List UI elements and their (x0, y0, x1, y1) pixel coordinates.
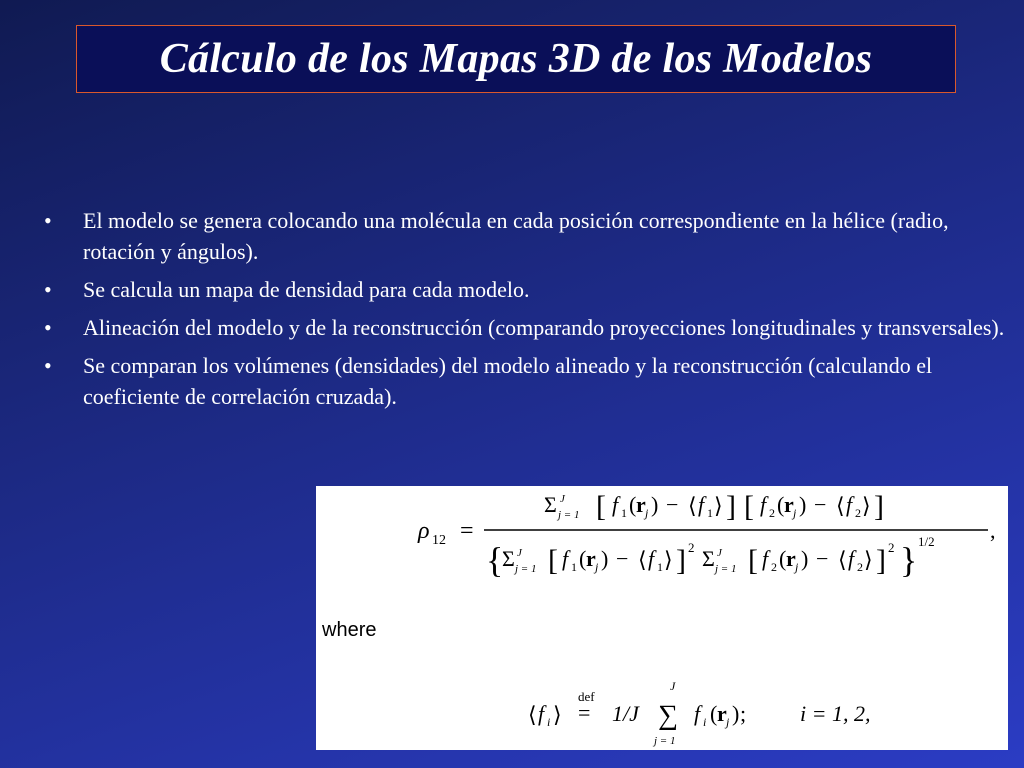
mean-definition (528, 679, 870, 747)
svg-text:1: 1 (707, 506, 713, 520)
svg-text:2: 2 (771, 560, 777, 574)
svg-text:−: − (816, 546, 829, 571)
svg-text:(: ( (629, 492, 637, 517)
svg-text:r: r (586, 546, 596, 571)
slide-title-box (76, 25, 956, 93)
svg-text:[: [ (548, 544, 558, 577)
svg-text:J: J (517, 547, 522, 559)
bullet-text: Alineación del modelo y de la reconstrucción (comparando proyecciones longitudinales y transversales). (83, 315, 1005, 340)
svg-text:j = 1: j = 1 (654, 735, 676, 747)
svg-text:i = 1, 2,: i = 1, 2, (800, 701, 871, 726)
bullet-marker: • (44, 277, 52, 302)
bullet-item (44, 312, 1019, 343)
svg-text:[: [ (596, 490, 606, 523)
svg-text:Σ: Σ (544, 492, 557, 517)
bullet-text: El modelo se genera colocando una molécula en cada posición correspondiente en la hélice (radio, rotación y ángulos). (83, 208, 949, 264)
svg-text:): ) (732, 701, 740, 726)
svg-text:j = 1: j = 1 (515, 563, 537, 575)
bullet-list (44, 205, 1019, 419)
svg-text:⟩: ⟩ (553, 702, 562, 727)
svg-text:f: f (760, 492, 767, 517)
svg-text:1: 1 (571, 560, 577, 574)
svg-text:⟩: ⟩ (862, 493, 871, 518)
svg-text:r: r (636, 492, 646, 517)
svg-text:;: ; (740, 701, 747, 726)
bullet-marker: • (44, 208, 52, 233)
svg-text:1: 1 (657, 560, 663, 574)
bullet-text: Se calcula un mapa de densidad para cada modelo. (83, 277, 530, 302)
svg-text:f: f (612, 492, 619, 517)
bullet-marker: • (44, 353, 52, 378)
svg-text:∑: ∑ (658, 700, 678, 731)
svg-text:]: ] (726, 490, 736, 523)
svg-text:⟨: ⟨ (836, 493, 845, 518)
svg-text:[: [ (744, 490, 754, 523)
bullet-item (44, 274, 1019, 305)
svg-text:2: 2 (769, 506, 775, 520)
formula-image (316, 486, 1008, 750)
svg-text:def: def (578, 689, 595, 704)
svg-text:2: 2 (855, 506, 861, 520)
svg-text:j = 1: j = 1 (715, 563, 737, 575)
svg-text:r: r (786, 546, 796, 571)
svg-text:J: J (670, 679, 676, 693)
svg-text:⟨: ⟨ (638, 547, 647, 572)
svg-text:−: − (666, 492, 679, 517)
svg-text:⟨: ⟨ (838, 547, 847, 572)
svg-text:]: ] (876, 544, 886, 577)
svg-text:j: j (793, 506, 797, 520)
svg-text:f: f (538, 701, 545, 726)
svg-text:f: f (762, 546, 769, 571)
svg-text:(: ( (777, 492, 785, 517)
svg-text:(: ( (710, 701, 718, 726)
svg-text:=: = (578, 700, 591, 725)
svg-text:j: j (595, 560, 599, 574)
svg-text:j: j (645, 506, 649, 520)
svg-text:): ) (601, 546, 609, 571)
bullet-text: Se comparan los volúmenes (densidades) del modelo alineado y la reconstrucción (calculando el coeficiente de correlación cruzada). (83, 353, 933, 409)
svg-text:j = 1: j = 1 (558, 509, 580, 521)
svg-text:⟨: ⟨ (528, 702, 537, 727)
bullet-item (44, 205, 1019, 267)
svg-text:Σ: Σ (702, 546, 715, 571)
numerator (544, 490, 884, 523)
svg-text:J: J (560, 493, 565, 505)
rho-symbol: ρ (418, 518, 430, 544)
svg-text:): ) (651, 492, 659, 517)
svg-text:i: i (547, 715, 551, 729)
svg-text:[: [ (748, 544, 758, 577)
svg-text:−: − (616, 546, 629, 571)
svg-text:−: − (814, 492, 827, 517)
svg-text:f: f (694, 701, 701, 726)
svg-text:): ) (799, 492, 807, 517)
svg-text:f: f (562, 546, 569, 571)
where-label: where (322, 619, 377, 641)
svg-text:]: ] (874, 490, 884, 523)
svg-text:J: J (717, 547, 722, 559)
svg-text:(: ( (579, 546, 587, 571)
svg-text:(: ( (779, 546, 787, 571)
svg-text:⟩: ⟩ (664, 547, 673, 572)
svg-text:⟩: ⟩ (864, 547, 873, 572)
denominator (486, 534, 935, 580)
svg-text:): ) (801, 546, 809, 571)
bullet-marker: • (44, 315, 52, 340)
slide-title: Cálculo de los Mapas 3D de los Modelos (159, 36, 873, 82)
equals-sign: = (460, 518, 474, 544)
svg-text:r: r (717, 701, 727, 726)
svg-text:]: ] (676, 544, 686, 577)
bullet-item (44, 350, 1019, 412)
svg-text:f: f (698, 492, 705, 517)
svg-text:2: 2 (888, 540, 895, 555)
svg-text:}: } (900, 540, 918, 580)
svg-text:f: f (846, 492, 853, 517)
svg-text:⟩: ⟩ (714, 493, 723, 518)
cross-correlation-formula (316, 486, 1008, 750)
svg-text:f: f (648, 546, 655, 571)
svg-text:{: { (486, 540, 504, 580)
formula-comma: , (990, 518, 996, 543)
svg-text:Σ: Σ (502, 546, 515, 571)
svg-text:j: j (795, 560, 799, 574)
svg-text:i: i (703, 715, 707, 729)
svg-text:r: r (784, 492, 794, 517)
svg-text:f: f (848, 546, 855, 571)
svg-text:1/J: 1/J (612, 701, 639, 726)
svg-text:2: 2 (857, 560, 863, 574)
svg-text:1: 1 (621, 506, 627, 520)
svg-text:2: 2 (688, 540, 695, 555)
svg-text:1/2: 1/2 (918, 534, 935, 549)
svg-text:j: j (726, 715, 730, 729)
rho-subscript: 12 (432, 533, 446, 548)
svg-text:⟨: ⟨ (688, 493, 697, 518)
